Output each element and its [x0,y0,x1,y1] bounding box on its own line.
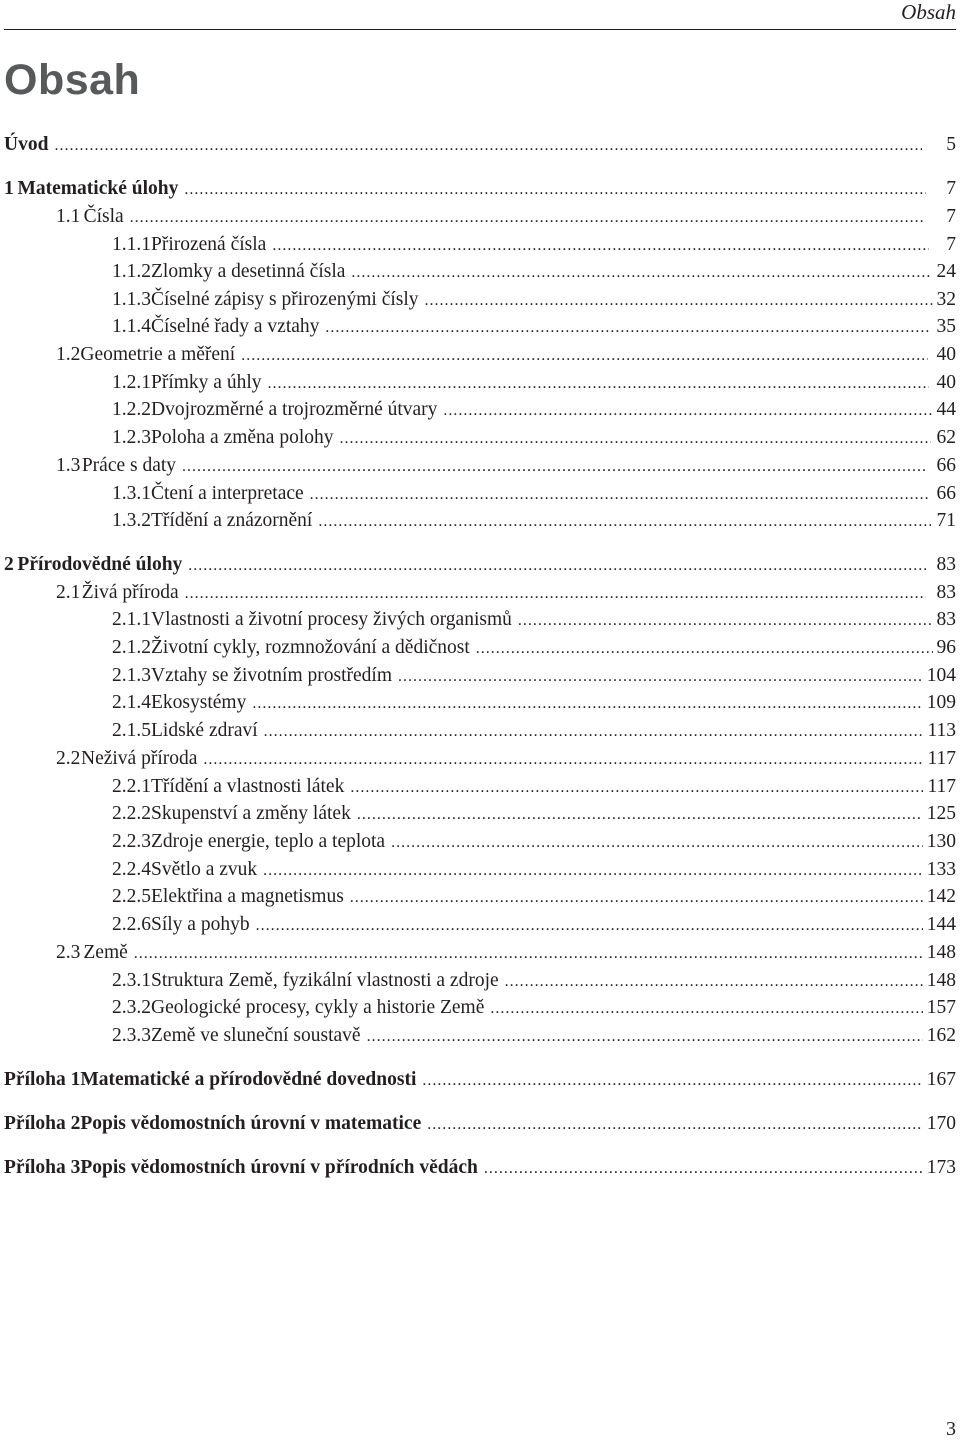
dot-leader [422,1068,922,1094]
toc-entry[interactable] [4,397,956,423]
toc-entry-page: 40 [936,372,956,393]
toc-entry-label: Přírodovědné úlohy [17,554,183,575]
toc-entry-page: 7 [946,234,956,255]
toc-entry[interactable] [4,607,956,633]
toc-entry[interactable] [4,552,956,578]
toc-entry-number: 1.1.3 [112,289,151,310]
toc-entry-page: 148 [926,942,956,963]
toc-entry-label: Lidské zdraví [151,720,258,741]
toc-entry-page: 66 [936,483,956,504]
dot-leader [184,177,926,203]
dot-leader [518,608,933,634]
dot-leader [182,454,926,480]
toc-entry[interactable] [4,635,956,661]
toc-entry-label: Přirozená čísla [151,234,267,255]
toc-entry[interactable] [4,746,956,772]
toc-entry-label: Čtení a interpretace [151,483,304,504]
toc-entry-number: Příloha 3 [4,1157,81,1178]
dot-leader [340,426,932,452]
toc-entry-page: 167 [926,1069,956,1090]
toc-entry[interactable] [4,801,956,827]
toc-entry-label: Dvojrozměrné a trojrozměrné útvary [151,399,438,420]
toc-entry-label: Číselné řady a vztahy [151,316,320,337]
toc-entry-page: 7 [946,178,956,199]
dot-leader [350,885,923,911]
toc-entry-label: Životní cykly, rozmnožování a dědičnost [151,637,470,658]
toc-entry-label: Vztahy se životním prostředím [151,665,392,686]
toc-entry-number: 2.3.2 [112,997,151,1018]
toc-entry-number: 1.3.1 [112,483,151,504]
toc-entry-number: 1.1.2 [112,261,151,282]
toc-entry-page: 162 [926,1025,956,1046]
toc-entry[interactable] [4,204,956,230]
toc-entry-number: 2.2.2 [112,803,151,824]
toc-entry[interactable] [4,1111,956,1137]
toc-entry-number: 2.2.4 [112,859,151,880]
toc-entry-label: Číselné zápisy s přirozenými čísly [151,289,419,310]
toc-entry-label: Matematické a přírodovědné dovednosti [80,1069,417,1090]
dot-leader [443,398,932,424]
toc-entry-number: 1.1 [56,206,81,227]
toc-entry-number: 2.2 [56,748,81,769]
toc-entry[interactable] [4,287,956,313]
toc-entry-page: 104 [926,665,956,686]
dot-leader [310,482,931,508]
toc-entry-page: 142 [926,886,956,907]
dot-leader [241,343,928,369]
toc-entry-label: Čísla [83,206,124,227]
toc-entry-page: 173 [926,1157,956,1178]
dot-leader [318,509,930,535]
toc-entry-number: 1.1.4 [112,316,151,337]
dot-leader [357,802,923,828]
toc-entry-page: 125 [926,803,956,824]
toc-entry-page: 83 [936,609,956,630]
toc-entry-page: 170 [926,1113,956,1134]
dot-leader [185,581,927,607]
toc-entry-page: 66 [936,455,956,476]
dot-leader [256,913,923,939]
toc-entry-page: 35 [936,316,956,337]
toc-entry-label: Matematické úlohy [17,178,179,199]
toc-entry[interactable] [4,663,956,689]
toc-entry[interactable] [4,508,956,534]
toc-entry[interactable] [4,425,956,451]
toc-entry-label: Popis vědomostních úrovní v matematice [80,1113,422,1134]
toc-entry-number: 1.1.1 [112,234,151,255]
toc-entry[interactable] [4,690,956,716]
toc-entry-page: 40 [936,344,956,365]
toc-entry-page: 109 [926,692,956,713]
toc-entry[interactable] [4,481,956,507]
dot-leader [351,260,931,286]
toc-entry-number: Příloha 2 [4,1113,81,1134]
toc-entry-label: Třídění a vlastnosti látek [151,776,345,797]
dot-leader [505,969,923,995]
toc-entry-number: 1.2.2 [112,399,151,420]
toc-entry-number: 2.1.2 [112,637,151,658]
toc-entry[interactable] [4,940,956,966]
dot-leader [134,941,923,967]
toc-entry[interactable] [4,580,956,606]
toc-entry-number: 1.2.3 [112,427,151,448]
toc-entry-number: 2.3 [56,942,81,963]
toc-entry-number: 2.2.1 [112,776,151,797]
toc-entry[interactable] [4,342,956,368]
toc-entry-label: Elektřina a magnetismus [151,886,344,907]
toc-entry[interactable] [4,370,956,396]
toc-entry-page: 113 [927,720,956,741]
toc-entry-label: Síly a pohyb [151,914,250,935]
toc-entry-number: 2.1.5 [112,720,151,741]
toc-entry[interactable] [4,718,956,744]
dot-leader [263,858,923,884]
dot-leader [367,1024,923,1050]
toc-entry-page: 7 [946,206,956,227]
toc-entry-page: 133 [926,859,956,880]
toc-entry[interactable] [4,132,956,158]
dot-leader [203,747,923,773]
toc-entry-label: Třídění a znázornění [151,510,313,531]
dot-leader [391,830,923,856]
dot-leader [484,1156,923,1182]
toc-entry-number: 2.1 [56,582,81,603]
toc-entry-number: 2.1.4 [112,692,151,713]
toc-entry-label: Světlo a zvuk [151,859,258,880]
toc-entry-page: 144 [926,914,956,935]
toc-entry[interactable] [4,1067,956,1093]
table-of-contents [4,0,956,1444]
running-head: Obsah [901,0,956,24]
dot-leader [264,719,924,745]
dot-leader [130,205,925,231]
toc-entry-label: Zdroje energie, teplo a teplota [151,831,386,852]
toc-entry-page: 117 [927,776,956,797]
toc-entry-label: Struktura Země, fyzikální vlastnosti a zdroje [151,970,499,991]
dot-leader [54,133,921,159]
dot-leader [252,691,922,717]
toc-entry-label: Úvod [4,134,49,155]
toc-entry[interactable] [4,1155,956,1181]
toc-entry-number: 2.1.1 [112,609,151,630]
toc-entry-page: 130 [926,831,956,852]
toc-entry-label: Geologické procesy, cykly a historie Země [151,997,485,1018]
dot-leader [325,315,931,341]
toc-entry[interactable] [4,968,956,994]
dot-leader [188,553,926,579]
dot-leader [490,996,922,1022]
toc-entry-label: Země [83,942,128,963]
toc-entry[interactable] [4,176,956,202]
toc-entry-number: 1 [4,178,14,199]
toc-entry-number: 2.2.3 [112,831,151,852]
toc-entry[interactable] [4,314,956,340]
toc-entry[interactable] [4,995,956,1021]
toc-entry-label: Přímky a úhly [151,372,262,393]
toc-entry-label: Zlomky a desetinná čísla [151,261,346,282]
toc-entry-page: 24 [936,261,956,282]
toc-entry[interactable] [4,259,956,285]
toc-entry-number: 2.2.6 [112,914,151,935]
toc-entry-label: Poloha a změna polohy [151,427,334,448]
toc-entry-label: Skupenství a změny látek [151,803,351,824]
toc-entry-page: 83 [936,554,956,575]
toc-entry-number: 1.2 [56,344,81,365]
toc-entry-label: Popis vědomostních úrovní v přírodních vědách [80,1157,478,1178]
toc-entry-number: 1.3 [56,455,81,476]
toc-entry-label: Vlastnosti a životní procesy živých organismů [151,609,512,630]
toc-entry-page: 62 [936,427,956,448]
toc-entry[interactable] [4,884,956,910]
toc-entry-label: Ekosystémy [151,692,247,713]
toc-entry[interactable] [4,829,956,855]
toc-entry-page: 157 [926,997,956,1018]
toc-entry-number: 2.3.1 [112,970,151,991]
toc-entry-label: Práce s daty [81,455,177,476]
toc-entry[interactable] [4,912,956,938]
toc-entry[interactable] [4,774,956,800]
dot-leader [398,664,923,690]
toc-entry-number: 1.3.2 [112,510,151,531]
toc-entry-number: 2.2.5 [112,886,151,907]
toc-entry-label: Geometrie a měření [80,344,236,365]
toc-entry-page: 83 [936,582,956,603]
toc-entry-number: 2 [4,554,14,575]
toc-entry-page: 44 [936,399,956,420]
toc-entry-page: 5 [946,134,956,155]
toc-entry-page: 117 [927,748,956,769]
toc-entry-page: 148 [926,970,956,991]
dot-leader [427,1112,923,1138]
toc-entry[interactable] [4,1023,956,1049]
dot-leader [476,636,933,662]
toc-entry[interactable] [4,857,956,883]
toc-entry-number: Příloha 1 [4,1069,81,1090]
toc-entry-label: Země ve sluneční soustavě [151,1025,361,1046]
dot-leader [425,288,933,314]
toc-entry-number: 1.2.1 [112,372,151,393]
toc-entry-number: 2.3.3 [112,1025,151,1046]
dot-leader [350,775,923,801]
toc-entry-page: 32 [936,289,956,310]
toc-entry[interactable] [4,232,956,258]
toc-entry[interactable] [4,453,956,479]
dot-leader [272,233,929,259]
toc-entry-page: 96 [936,637,956,658]
toc-entry-number: 2.1.3 [112,665,151,686]
toc-entry-label: Neživá příroda [81,748,198,769]
page-title: Obsah [4,56,141,104]
toc-entry-page: 71 [936,510,956,531]
page-number: 3 [946,1418,956,1440]
dot-leader [268,371,930,397]
toc-entry-label: Živá příroda [81,582,179,603]
